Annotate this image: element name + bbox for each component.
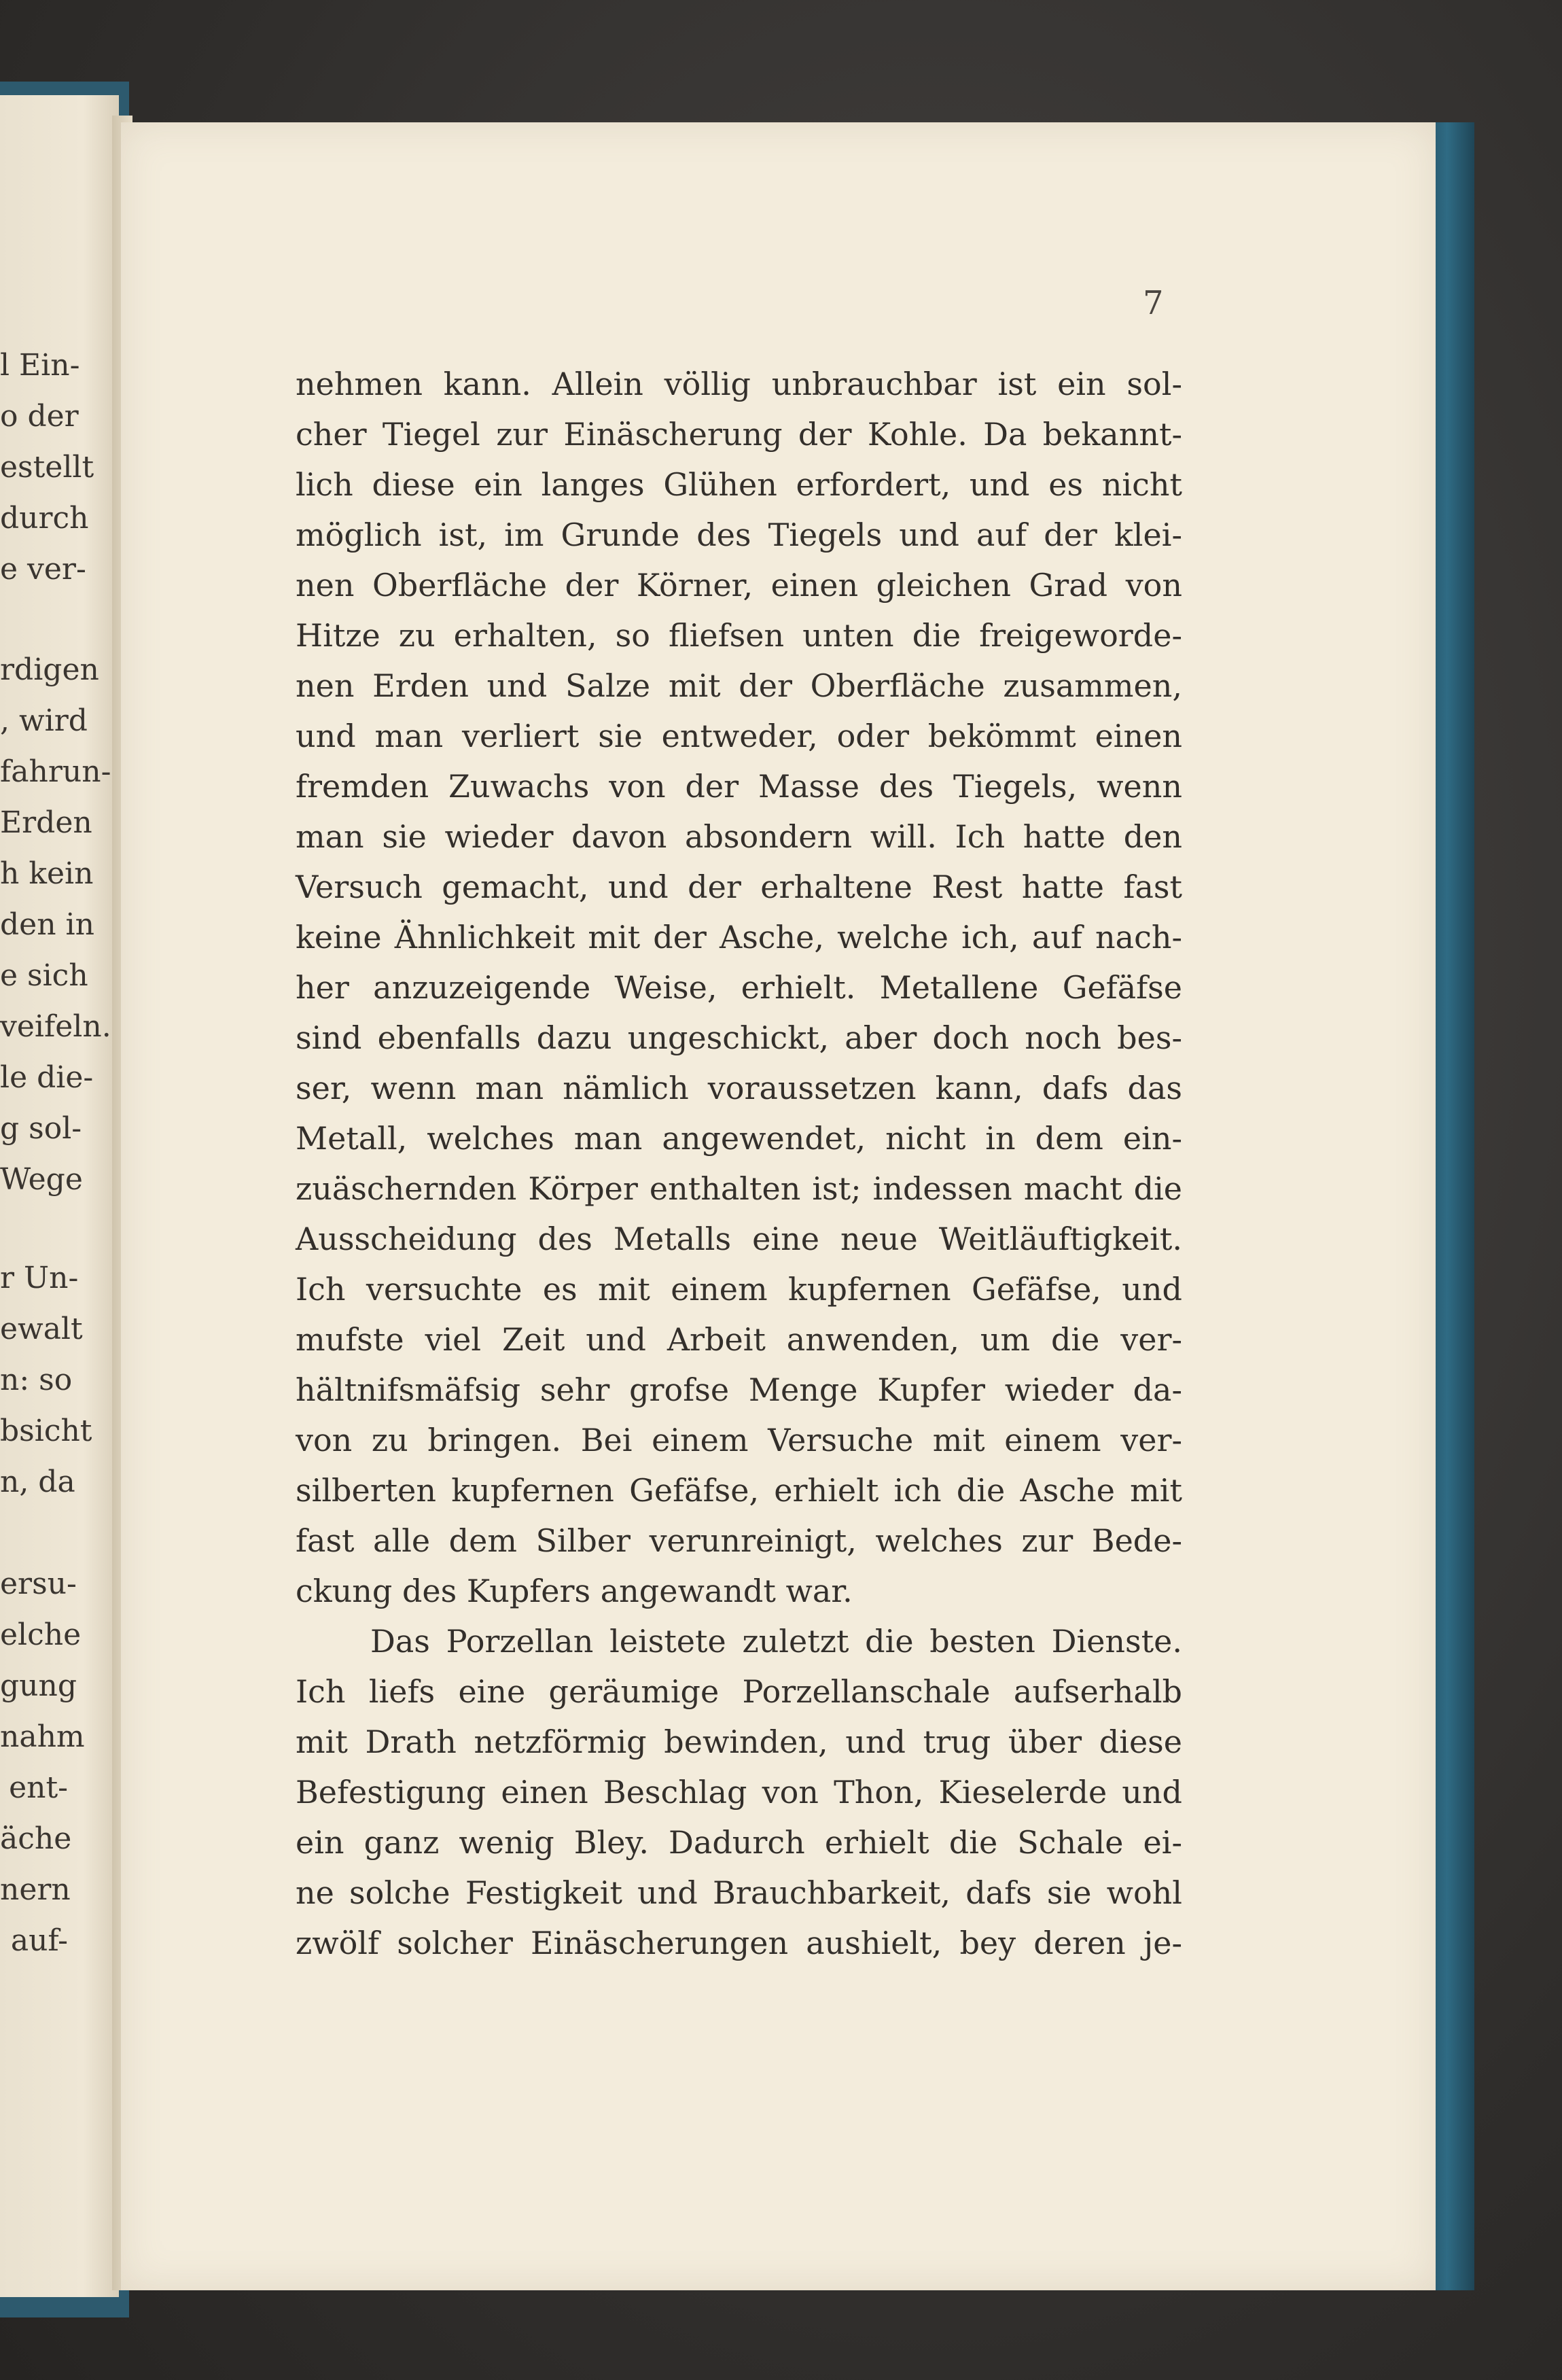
text-line: und man verliert sie entweder, oder bekömmt einen bbox=[296, 718, 1182, 754]
left-page bbox=[0, 95, 119, 2297]
left-page-fragment: r Un- bbox=[0, 1261, 79, 1295]
page-number: 7 bbox=[1143, 284, 1164, 322]
text-line: fremden Zuwachs von der Masse des Tiegels, wenn bbox=[296, 768, 1182, 805]
left-page-fragment: gung bbox=[0, 1668, 77, 1703]
left-page-fragment: auf- bbox=[10, 1923, 68, 1958]
text-line: Das Porzellan leistete zuletzt die besten Dienste. bbox=[370, 1623, 1182, 1660]
text-line: man sie wieder davon absondern will. Ich hatte den bbox=[296, 818, 1182, 855]
left-page-fragment: n: so bbox=[0, 1363, 73, 1397]
text-line: her anzuzeigende Weise, erhielt. Metallene Gefäfse bbox=[296, 969, 1182, 1006]
text-line: cher Tiegel zur Einäscherung der Kohle. Da bekannt- bbox=[296, 416, 1182, 453]
left-page-fragment: Wege bbox=[0, 1162, 83, 1197]
text-line: Ich versuchte es mit einem kupfernen Gefäfse, und bbox=[296, 1271, 1182, 1308]
left-page-fragment: durch bbox=[0, 501, 89, 536]
text-line: lich diese ein langes Glühen erfordert, und es nicht bbox=[296, 466, 1182, 503]
left-page-fragment: den in bbox=[0, 907, 94, 942]
text-line: silberten kupfernen Gefäfse, erhielt ich die Asche mit bbox=[296, 1472, 1182, 1509]
text-line: ein ganz wenig Bley. Dadurch erhielt die Schale ei- bbox=[296, 1824, 1182, 1861]
left-page-fragment: ewalt bbox=[0, 1312, 83, 1346]
left-page-fragment: h kein bbox=[0, 856, 94, 891]
text-line: ne solche Festigkeit und Brauchbarkeit, dafs sie wohl bbox=[296, 1874, 1182, 1911]
text-line: Metall, welches man angewendet, nicht in dem ein- bbox=[296, 1120, 1182, 1157]
left-page-fragment: e ver- bbox=[0, 552, 86, 587]
text-line: keine Ähnlichkeit mit der Asche, welche ich, auf nach- bbox=[296, 919, 1182, 956]
left-page-fragment: g sol- bbox=[0, 1111, 82, 1146]
left-page-fragment: l Ein- bbox=[0, 348, 80, 383]
text-line: ser, wenn man nämlich voraussetzen kann, dafs das bbox=[296, 1070, 1182, 1106]
left-page-fragment: rdigen bbox=[0, 652, 99, 687]
text-line: nehmen kann. Allein völlig unbrauchbar ist ein sol- bbox=[296, 366, 1182, 402]
left-page-fragment: nahm bbox=[0, 1719, 85, 1754]
left-page-fragment: e sich bbox=[0, 958, 88, 993]
left-page-fragment: Erden bbox=[0, 805, 92, 840]
left-page-fragment: estellt bbox=[0, 450, 94, 485]
left-page-fragment: nern bbox=[0, 1872, 71, 1907]
text-line: fast alle dem Silber verunreinigt, welches zur Bede- bbox=[296, 1522, 1182, 1559]
left-page-fragment: , wird bbox=[0, 703, 88, 738]
text-line: möglich ist, im Grunde des Tiegels und auf der klei- bbox=[296, 517, 1182, 553]
left-page-fragment: veifeln. bbox=[0, 1009, 111, 1044]
left-page-fragment: ent- bbox=[9, 1770, 68, 1805]
left-page-fragment: n, da bbox=[0, 1465, 75, 1499]
left-page-fragment: fahrun- bbox=[0, 754, 111, 789]
text-line: mit Drath netzförmig bewinden, und trug über diese bbox=[296, 1723, 1182, 1760]
left-page-fragment: bsicht bbox=[0, 1414, 92, 1448]
left-page-fragment: äche bbox=[0, 1821, 72, 1856]
text-line: zuäschernden Körper enthalten ist; indessen macht die bbox=[296, 1170, 1182, 1207]
left-page-fragment: ersu- bbox=[0, 1567, 77, 1601]
left-page-fragment: elche bbox=[0, 1617, 82, 1652]
text-line: Ich liefs eine geräumige Porzellanschale aufserhalb bbox=[296, 1673, 1182, 1710]
text-line: sind ebenfalls dazu ungeschickt, aber doch noch bes- bbox=[296, 1019, 1182, 1056]
text-line: Versuch gemacht, und der erhaltene Rest hatte fast bbox=[296, 869, 1182, 905]
text-line: ckung des Kupfers angewandt war. bbox=[296, 1573, 853, 1609]
left-page-fragment: o der bbox=[0, 399, 79, 434]
text-line: zwölf solcher Einäscherungen aushielt, bey deren je- bbox=[296, 1925, 1182, 1961]
text-line: mufste viel Zeit und Arbeit anwenden, um die ver- bbox=[296, 1321, 1182, 1358]
text-line: von zu bringen. Bei einem Versuche mit einem ver- bbox=[296, 1422, 1182, 1458]
left-page-fragment: le die- bbox=[0, 1060, 94, 1095]
text-line: Befestigung einen Beschlag von Thon, Kieselerde und bbox=[296, 1774, 1182, 1810]
text-line: Ausscheidung des Metalls eine neue Weitläuftigkeit. bbox=[296, 1221, 1182, 1257]
text-line: Hitze zu erhalten, so fliefsen unten die freigeworde- bbox=[296, 617, 1182, 654]
text-line: nen Oberfläche der Körner, einen gleichen Grad von bbox=[296, 567, 1182, 603]
text-line: nen Erden und Salze mit der Oberfläche zusammen, bbox=[296, 667, 1182, 704]
text-line: hältnifsmäfsig sehr grofse Menge Kupfer wieder da- bbox=[296, 1371, 1182, 1408]
